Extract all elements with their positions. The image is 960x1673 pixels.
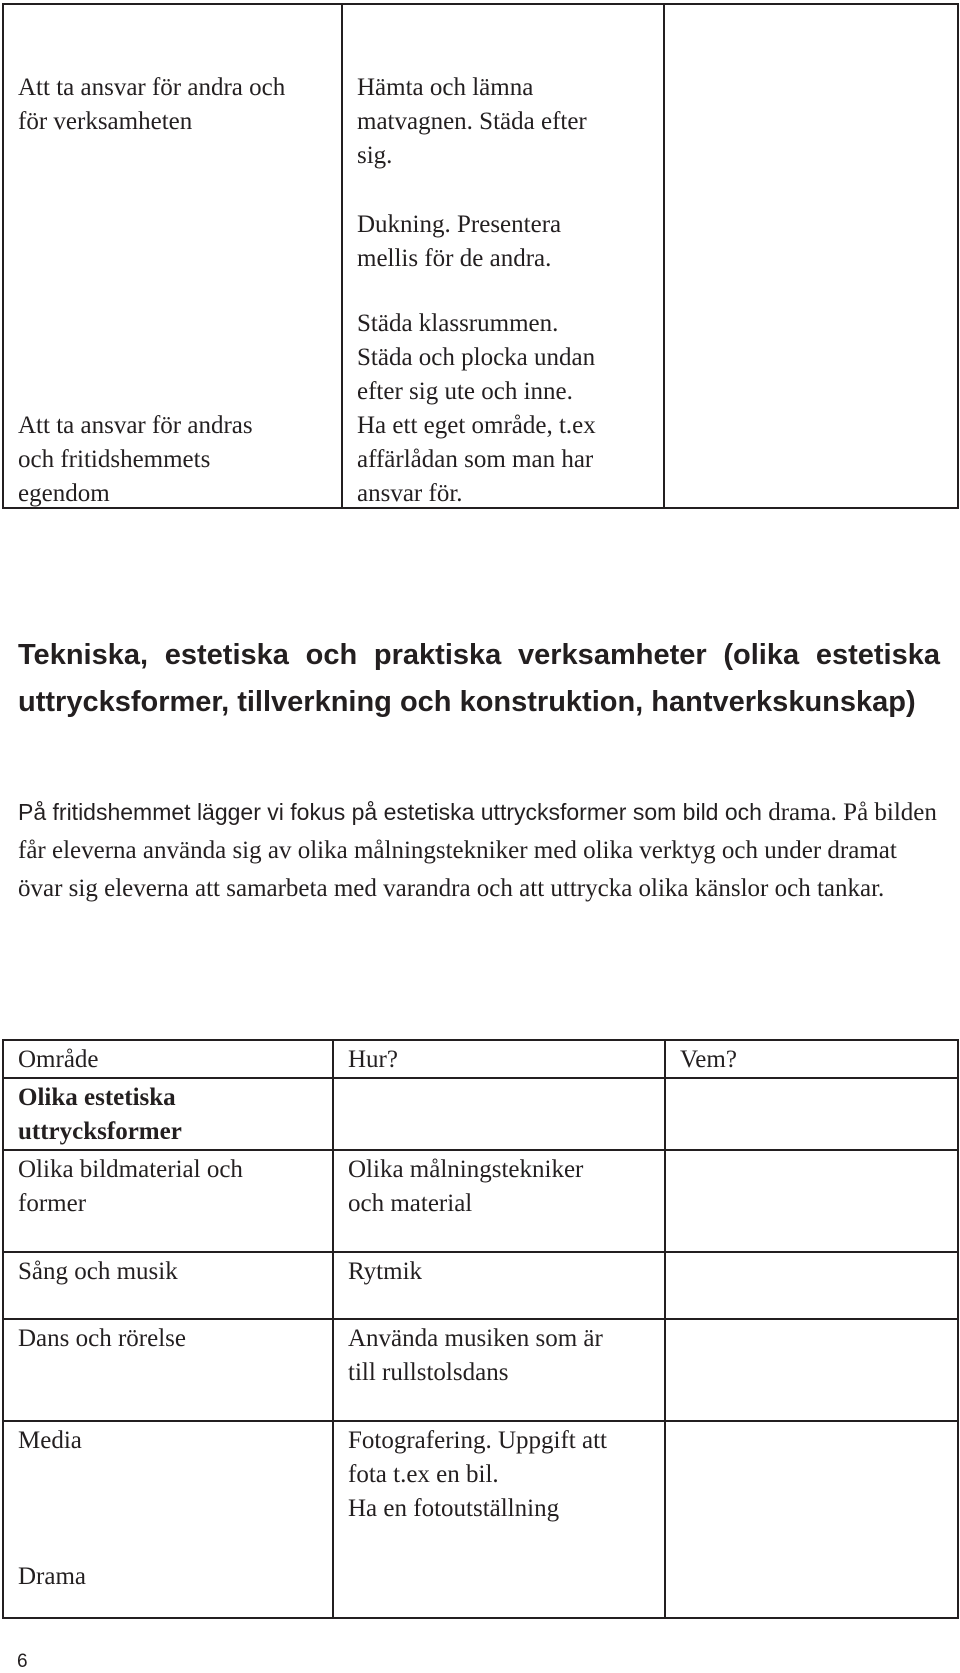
text-line: Att ta ansvar för andras: [18, 412, 253, 439]
text-line: affärlådan som man har: [357, 446, 594, 473]
subheading-cell: [3, 1078, 333, 1150]
empty-cell: [333, 1078, 665, 1150]
section-paragraph: [18, 793, 942, 908]
responsibility-table: [2, 3, 959, 509]
text-line: för verksamheten: [18, 108, 193, 135]
text-line: Olika estetiska: [18, 1084, 176, 1111]
text-line: Fotografering. Uppgift att: [348, 1427, 607, 1454]
empty-cell: [665, 1421, 958, 1618]
header-how: [333, 1040, 665, 1078]
subheading: [4, 1079, 332, 1149]
column-header: Område: [18, 1046, 99, 1073]
table-row-area: [3, 1150, 333, 1252]
table-row-area: [3, 1319, 333, 1421]
text-line: sig.: [357, 142, 393, 169]
header-area: [3, 1040, 333, 1078]
text-line: former: [18, 1190, 87, 1217]
text-line: till rullstolsdans: [348, 1359, 509, 1386]
text-line: ansvar för.: [357, 480, 463, 507]
text-line: Ha ett eget område, t.ex: [357, 412, 596, 439]
how-item-food-cart: [357, 71, 587, 173]
who-column-cell: [664, 4, 958, 508]
empty-cell: [665, 1078, 958, 1150]
text-line: Rytmik: [348, 1258, 423, 1285]
text-line: Olika målningstekniker: [348, 1156, 584, 1183]
empty-cell: [665, 1319, 958, 1421]
section-heading: Tekniska, estetiska och praktiska verksamheter (olika estetiska uttrycksformer, tillverkning och konstruktion, hantverkskunskap): [18, 639, 940, 718]
text-line: efter sig ute och inne.: [357, 378, 573, 405]
page-number: 6: [17, 1651, 28, 1672]
text-line: fota t.ex en bil.: [348, 1461, 499, 1488]
how-item-cleaning: [357, 307, 596, 511]
column-header: Hur?: [348, 1046, 398, 1073]
text-line: Städa klassrummen.: [357, 310, 559, 337]
table-row-area: [3, 1421, 333, 1618]
how-column-cell: [342, 4, 664, 508]
text-line: Använda musiken som är: [348, 1325, 603, 1352]
text-line: Dukning. Presentera: [357, 211, 562, 238]
how-item-table-setting: [357, 208, 561, 276]
text-line: Media: [18, 1427, 82, 1454]
table-row-area: [3, 1252, 333, 1319]
text-line: Hämta och lämna: [357, 74, 534, 101]
table-row-how: [333, 1319, 665, 1421]
text-line: egendom: [18, 480, 110, 507]
text-line: matvagnen. Städa efter: [357, 108, 587, 135]
text-line: Olika bildmaterial och: [18, 1156, 243, 1183]
table-row-how: [333, 1252, 665, 1319]
area-column-cell: [3, 4, 342, 508]
text-line: mellis för de andra.: [357, 245, 552, 272]
area-item-others: [18, 71, 285, 139]
empty-cell: [665, 1150, 958, 1252]
text-line: och material: [348, 1190, 473, 1217]
text-line: Dans och rörelse: [18, 1325, 186, 1352]
text-line: och fritidshemmets: [18, 446, 211, 473]
aesthetics-table: [2, 1039, 959, 1619]
paragraph-body: drama. På bilden får eleverna använda sig av olika målningstekniker med olika verktyg och under dramat övar sig eleverna att samarbeta med varandra och att uttrycka olika känslor och tankar.: [18, 799, 937, 902]
text-line: uttrycksformer: [18, 1118, 182, 1145]
table-row-how: [333, 1150, 665, 1252]
column-header: Vem?: [680, 1046, 737, 1073]
text-line: Drama: [18, 1563, 87, 1590]
table-row-how: [333, 1421, 665, 1618]
header-who: [665, 1040, 958, 1078]
text-line: Sång och musik: [18, 1258, 178, 1285]
text-line: Att ta ansvar för andra och: [18, 74, 286, 101]
empty-cell: [665, 1252, 958, 1319]
text-line: Ha en fotoutställning: [348, 1495, 560, 1522]
paragraph-lead: På fritidshemmet lägger vi fokus på estetiska uttrycksformer som bild och: [18, 799, 762, 825]
area-item-property: [18, 409, 253, 511]
text-line: Städa och plocka undan: [357, 344, 596, 371]
